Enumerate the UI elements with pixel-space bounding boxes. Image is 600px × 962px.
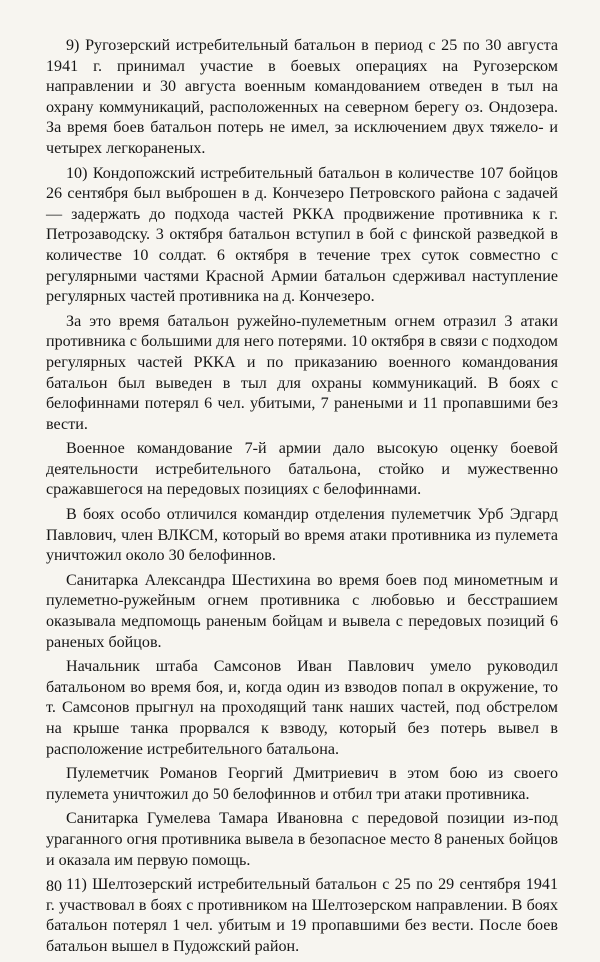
page-number: 80 <box>46 878 62 895</box>
page-body <box>46 36 558 962</box>
paragraph-urb-machinegunner: В боях особо отличился командир отделения пулеметчик Урб Эдгард Павлович, член ВЛКСМ, который во время атаки противника из пулемета уничтожил около 30 белофиннов. <box>46 506 558 565</box>
paragraph-shestikhina-nurse: Санитарка Александра Шестихина во время боев под минометным и пулеметно-ружейным огнем противника с любовью и бесстрашием оказывала медпомощь раненым бойцам и вывела с передовых позиций 6 раненых бойцов. <box>46 571 558 651</box>
paragraph-kondopoga-battalion: 10) Кондопожский истребительный батальон в количестве 107 бойцов 26 сентября был выброшен в д. Кончезеро Петровского района с задачей — задержать до подхода частей РККА продвижение противника к г. Петрозаводску. 3 октября батальон вступил в бой с финской разведкой в количестве 10 солдат. 6 октября в течение трех суток совместно с регулярными частями Красной Армии батальон сдерживал наступление регулярных частей противника на д. Кончезеро. <box>46 164 558 306</box>
paragraph-kondopoga-losses: За это время батальон ружейно-пулеметным огнем отразил 3 атаки противника с большими для него потерями. 10 октября в связи с подходом регулярных частей РККА и по приказанию военного командования батальон был выведен в тыл для охраны коммуникаций. В боях с белофиннами потерял 6 чел. убитыми, 7 ранеными и 11 пропавшими без вести. <box>46 312 558 433</box>
paragraph-romanov-machinegunner: Пулеметчик Романов Георгий Дмитриевич в этом бою из своего пулемета уничтожил до 50 белофиннов и отбил три атаки противника. <box>46 765 558 803</box>
paragraph-sheltozero-battalion: 11) Шелтозерский истребительный батальон с 25 по 29 сентября 1941 г. участвовал в боях с противником на Шелтозерском направлении. В боях батальон потерял 1 чел. убитым и 19 пропавшими без вести. После боев батальон вышел в Пудожский район. <box>46 876 558 955</box>
paragraph-gumeleva-nurse: Санитарка Гумелева Тамара Ивановна с передовой позиции из-под ураганного огня противника вывела в безопасное место 8 раненых бойцов и оказала им первую помощь. <box>46 810 558 869</box>
paragraph-samsonov-chief-of-staff: Начальник штаба Самсонов Иван Павлович умело руководил батальоном во время боя, и, когда один из взводов попал в окружение, то т. Самсонов прыгнул на проходящий танк наших частей, под обстрелом на крыше танка прорвался к взводу, который без потерь вывел в расположение истребительного батальона. <box>46 658 558 758</box>
paragraph-rugozero-battalion: 9) Ругозерский истребительный батальон в период с 25 по 30 августа 1941 г. принимал участие в боевых операциях на Ругозерском направлении и 30 августа военным командованием отведен в тыл на охрану коммуникаций, расположенных на северном берегу оз. Ондозера. За время боев батальон потерь не имел, за исключением двух тяжело- и четырех легкораненых. <box>46 37 558 157</box>
paragraph-army-assessment: Военное командование 7-й армии дало высокую оценку боевой деятельности истребительного батальона, стойко и мужественно сражавшегося на передовых позициях с белофиннами. <box>46 440 558 499</box>
